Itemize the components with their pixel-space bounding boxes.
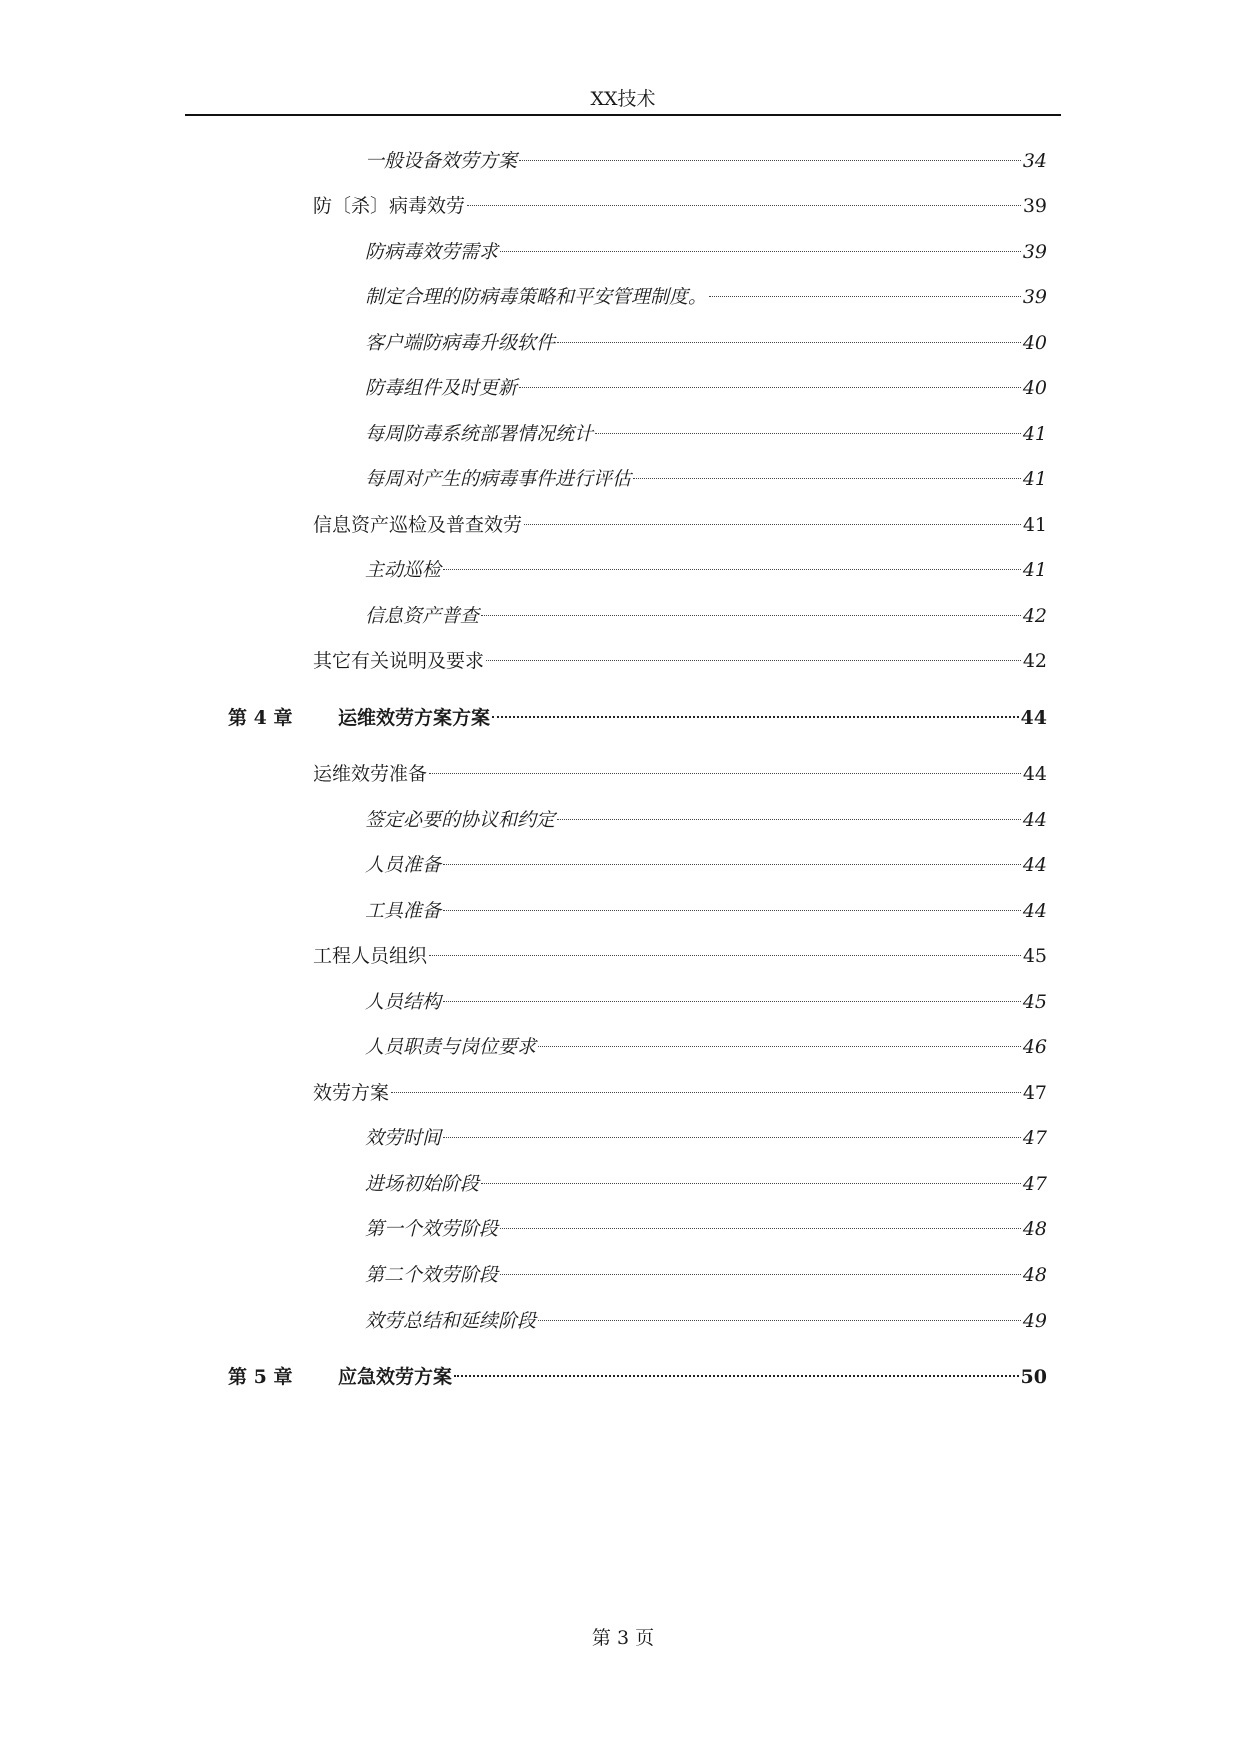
toc-page-number: 48: [1022, 1218, 1047, 1240]
toc-page-number: 39: [1022, 195, 1047, 217]
toc-entry[interactable]: [365, 601, 1047, 631]
toc-dot-leader: [429, 773, 1021, 774]
toc-chapter-number: 第 5 章: [228, 1366, 293, 1388]
toc-entry[interactable]: [365, 896, 1047, 926]
toc-page-number: 45: [1022, 991, 1047, 1013]
toc-page-number: 41: [1022, 423, 1047, 445]
toc-entry-title: 效劳总结和延续阶段: [365, 1310, 537, 1332]
toc-dot-leader: [709, 296, 1021, 297]
toc-entry-title: 应急效劳方案: [338, 1366, 453, 1388]
toc-entry[interactable]: [365, 1260, 1047, 1290]
toc-entry[interactable]: [313, 941, 1047, 971]
toc-dot-leader: [443, 1137, 1021, 1138]
toc-page-number: 41: [1022, 559, 1047, 581]
toc-entry-title: 第二个效劳阶段: [365, 1264, 499, 1286]
toc-entry[interactable]: [365, 987, 1047, 1017]
toc-entry[interactable]: [365, 1032, 1047, 1062]
toc-dot-leader: [443, 569, 1021, 570]
toc-dot-leader: [486, 660, 1021, 661]
toc-entry[interactable]: [365, 146, 1047, 176]
toc-dot-leader: [557, 342, 1021, 343]
toc-entry-title: 客户端防病毒升级软件: [365, 332, 556, 354]
toc-dot-leader: [524, 524, 1021, 525]
toc-entry-title: 防〔杀〕病毒效劳: [313, 195, 466, 217]
toc-chapter-number: 第 4 章: [228, 707, 293, 729]
toc-page-number: 39: [1022, 286, 1047, 308]
header-divider: [185, 114, 1061, 116]
toc-entry[interactable]: [365, 1214, 1047, 1244]
toc-dot-leader: [538, 1046, 1021, 1047]
toc-entry[interactable]: [313, 510, 1047, 540]
toc-entry[interactable]: [365, 805, 1047, 835]
toc-entry[interactable]: [365, 328, 1047, 358]
toc-entry-title: 工程人员组织: [313, 945, 428, 967]
toc-entry[interactable]: [365, 419, 1047, 449]
toc-entry-title: 签定必要的协议和约定: [365, 809, 556, 831]
toc-entry-title: 主动巡检: [365, 559, 442, 581]
toc-entry-title: 效劳时间: [365, 1127, 442, 1149]
toc-entry-title: 第一个效劳阶段: [365, 1218, 499, 1240]
toc-dot-leader: [557, 819, 1021, 820]
toc-page-number: 39: [1022, 241, 1047, 263]
toc-page-number: 44: [1022, 809, 1047, 831]
toc-page-number: 41: [1022, 514, 1047, 536]
toc-dot-leader: [519, 387, 1021, 388]
toc-entry-title: 制定合理的防病毒策略和平安管理制度。: [365, 286, 708, 308]
toc-entry-title: 进场初始阶段: [365, 1173, 480, 1195]
toc-dot-leader: [538, 1320, 1021, 1321]
toc-dot-leader: [633, 478, 1021, 479]
toc-dot-leader: [500, 1228, 1021, 1229]
toc-page-number: 45: [1022, 945, 1047, 967]
toc-entry-title: 运维效劳方案方案: [338, 707, 491, 729]
toc-dot-leader: [595, 433, 1021, 434]
toc-page-number: 44: [1022, 854, 1047, 876]
toc-chapter-entry[interactable]: [228, 1362, 1047, 1392]
toc-entry[interactable]: [365, 282, 1047, 312]
toc-dot-leader: [500, 1274, 1021, 1275]
toc-dot-leader: [443, 910, 1021, 911]
toc-page-number: 49: [1022, 1310, 1047, 1332]
toc-entry[interactable]: [365, 464, 1047, 494]
toc-dot-leader: [443, 1001, 1021, 1002]
toc-dot-leader: [454, 1375, 1019, 1377]
toc-entry-title: 效劳方案: [313, 1082, 390, 1104]
toc-entry-title: 防病毒效劳需求: [365, 241, 499, 263]
toc-entry[interactable]: [313, 646, 1047, 676]
toc-page-number: 42: [1022, 650, 1047, 672]
toc-entry-title: 人员结构: [365, 991, 442, 1013]
toc-entry[interactable]: [313, 191, 1047, 221]
toc-dot-leader: [467, 205, 1021, 206]
toc-dot-leader: [481, 615, 1021, 616]
toc-entry-title: 每周防毒系统部署情况统计: [365, 423, 594, 445]
toc-entry[interactable]: [365, 555, 1047, 585]
toc-entry-title: 每周对产生的病毒事件进行评估: [365, 468, 632, 490]
toc-page-number: 40: [1022, 377, 1047, 399]
toc-entry-title: 一般设备效劳方案: [365, 150, 518, 172]
toc-entry-title: 人员准备: [365, 854, 442, 876]
toc-page-number: 46: [1022, 1036, 1047, 1058]
toc-entry-title: 运维效劳准备: [313, 763, 428, 785]
toc-page-number: 44: [1022, 763, 1047, 785]
toc-chapter-entry[interactable]: [228, 703, 1047, 733]
toc-entry-title: 工具准备: [365, 900, 442, 922]
toc-page-number: 44: [1022, 900, 1047, 922]
page-header: XX技术: [590, 88, 656, 110]
page-footer: 第 3 页: [591, 1627, 655, 1649]
toc-entry[interactable]: [365, 1123, 1047, 1153]
toc-page-number: 42: [1022, 605, 1047, 627]
toc-entry-title: 信息资产巡检及普查效劳: [313, 514, 523, 536]
toc-entry[interactable]: [313, 1078, 1047, 1108]
toc-entry[interactable]: [365, 373, 1047, 403]
toc-entry[interactable]: [313, 759, 1047, 789]
toc-page-number: 41: [1022, 468, 1047, 490]
toc-page-number: 47: [1022, 1082, 1047, 1104]
toc-entry-title: 信息资产普查: [365, 605, 480, 627]
toc-entry[interactable]: [365, 1306, 1047, 1336]
toc-page-number: 47: [1022, 1127, 1047, 1149]
toc-dot-leader: [519, 160, 1021, 161]
toc-dot-leader: [481, 1183, 1021, 1184]
toc-entry[interactable]: [365, 850, 1047, 880]
toc-page-number: 40: [1022, 332, 1047, 354]
toc-dot-leader: [500, 251, 1021, 252]
toc-dot-leader: [492, 716, 1019, 718]
toc-dot-leader: [391, 1092, 1021, 1093]
toc-page-number: 47: [1022, 1173, 1047, 1195]
toc-entry[interactable]: [365, 237, 1047, 267]
toc-entry[interactable]: [365, 1169, 1047, 1199]
toc-dot-leader: [443, 864, 1021, 865]
toc-dot-leader: [429, 955, 1021, 956]
toc-page-number: 34: [1022, 150, 1047, 172]
toc-entry-title: 防毒组件及时更新: [365, 377, 518, 399]
toc-entry-title: 其它有关说明及要求: [313, 650, 485, 672]
toc-page-number: 48: [1022, 1264, 1047, 1286]
toc-page-number: 50: [1020, 1366, 1047, 1388]
toc-entry-title: 人员职责与岗位要求: [365, 1036, 537, 1058]
toc-page-number: 44: [1020, 707, 1047, 729]
